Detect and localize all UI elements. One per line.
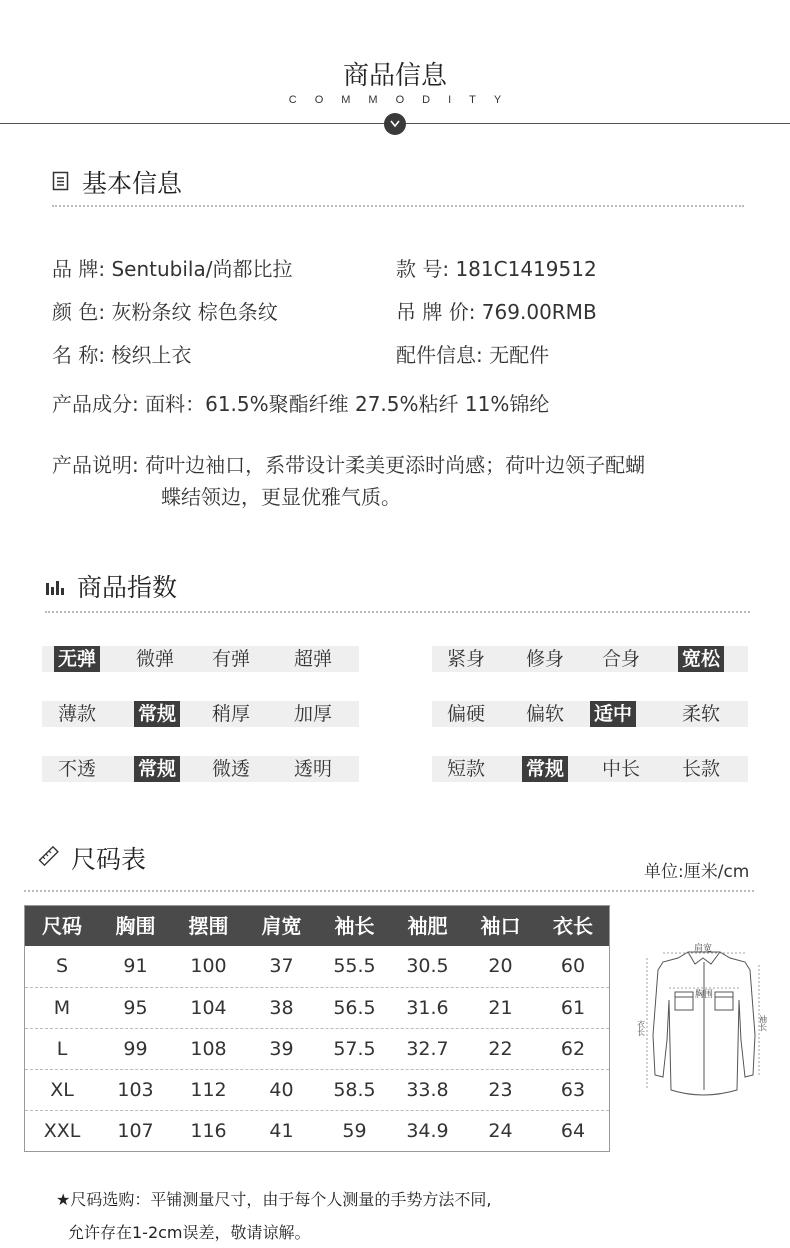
header-cell: 衣长 bbox=[553, 914, 593, 938]
table-cell: 107 bbox=[117, 1120, 154, 1142]
scale-option: 偏软 bbox=[525, 703, 564, 725]
table-cell: 62 bbox=[560, 1038, 586, 1060]
scale-option-selected: 适中 bbox=[590, 701, 636, 727]
table-cell: 40 bbox=[269, 1079, 294, 1101]
scale-option: 柔软 bbox=[681, 703, 720, 725]
table-cell: 20 bbox=[488, 955, 513, 977]
table-cell: 116 bbox=[190, 1120, 227, 1142]
scale-option-selected: 常规 bbox=[522, 756, 568, 782]
dotted-divider bbox=[24, 890, 754, 892]
diagram-label-chest: 胸围 bbox=[694, 990, 714, 1000]
table-row bbox=[25, 987, 609, 1028]
table-cell: 104 bbox=[190, 997, 227, 1019]
table-row bbox=[25, 1028, 609, 1069]
table-cell: 64 bbox=[560, 1120, 586, 1142]
table-cell: M bbox=[53, 997, 71, 1019]
table-cell: 55.5 bbox=[333, 955, 376, 977]
shirt-measurement-diagram bbox=[633, 940, 773, 1100]
header-cell: 胸围 bbox=[115, 914, 156, 938]
document-icon bbox=[52, 168, 70, 197]
header-cell: 肩宽 bbox=[261, 914, 302, 938]
scale-option: 微透 bbox=[211, 758, 250, 780]
diagram-label-shoulder: 肩宽 bbox=[693, 944, 713, 954]
header-cell: 袖肥 bbox=[407, 914, 448, 938]
header-cell: 袖口 bbox=[480, 914, 521, 938]
unit-label: 单位:厘米/cm bbox=[644, 862, 750, 882]
brand-text: 品 牌: Sentubila/尚都比拉 bbox=[52, 257, 293, 281]
scale-option: 透明 bbox=[293, 758, 332, 780]
scale-option: 微弹 bbox=[135, 648, 174, 670]
scale-option: 短款 bbox=[446, 758, 485, 780]
scale-option: 紧身 bbox=[446, 648, 485, 670]
scale-option-selected: 常规 bbox=[134, 701, 180, 727]
thickness-scale bbox=[42, 701, 359, 727]
table-cell: S bbox=[55, 955, 69, 977]
table-header bbox=[25, 906, 609, 946]
scale-option: 不透 bbox=[57, 758, 96, 780]
table-cell: 22 bbox=[488, 1038, 513, 1060]
table-cell: 57.5 bbox=[333, 1038, 376, 1060]
table-cell: 60 bbox=[560, 955, 586, 977]
table-cell: 38 bbox=[269, 997, 294, 1019]
section-title-size: 尺码表 bbox=[71, 845, 147, 874]
size-table bbox=[24, 905, 610, 1152]
table-cell: 58.5 bbox=[333, 1079, 376, 1101]
table-cell: 33.8 bbox=[406, 1079, 449, 1101]
tag-price-text: 吊 牌 价: 769.00RMB bbox=[396, 300, 597, 324]
ruler-icon bbox=[37, 844, 59, 873]
table-cell: 63 bbox=[560, 1079, 586, 1101]
style-number-text: 款 号: 181C1419512 bbox=[396, 257, 597, 281]
table-row bbox=[25, 1110, 609, 1151]
scale-option: 偏硬 bbox=[446, 703, 485, 725]
scale-option: 超弹 bbox=[293, 648, 332, 670]
table-cell: 100 bbox=[190, 955, 227, 977]
scale-option: 中长 bbox=[601, 758, 640, 780]
header-cell: 尺码 bbox=[42, 914, 82, 938]
section-size-chart bbox=[37, 840, 146, 876]
table-cell: 95 bbox=[123, 997, 148, 1019]
table-cell: 56.5 bbox=[333, 997, 376, 1019]
chevron-down-icon bbox=[384, 113, 406, 135]
transparency-scale bbox=[42, 756, 359, 782]
scale-option-selected: 无弹 bbox=[54, 646, 100, 672]
accessory-text: 配件信息: 无配件 bbox=[396, 343, 550, 367]
section-title-basic: 基本信息 bbox=[82, 169, 183, 198]
length-scale bbox=[432, 756, 748, 782]
description-line2: 蝶结领边，更显优雅气质。 bbox=[161, 485, 401, 509]
elasticity-scale bbox=[42, 646, 359, 672]
table-cell: 21 bbox=[488, 997, 513, 1019]
dotted-divider bbox=[52, 205, 744, 207]
fit-scale bbox=[432, 646, 748, 672]
dotted-divider bbox=[45, 611, 750, 613]
scale-option-selected: 常规 bbox=[134, 756, 180, 782]
page-subtitle: COMMODITY bbox=[288, 94, 520, 106]
table-cell: 59 bbox=[342, 1120, 367, 1142]
page-title: 商品信息 bbox=[342, 61, 447, 91]
table-body bbox=[25, 946, 609, 1151]
table-cell: 108 bbox=[190, 1038, 227, 1060]
table-cell: 112 bbox=[190, 1079, 227, 1101]
table-cell: XXL bbox=[43, 1120, 81, 1142]
softness-scale bbox=[432, 701, 748, 727]
scale-option: 薄款 bbox=[57, 703, 96, 725]
table-cell: 103 bbox=[117, 1079, 154, 1101]
bar-chart-icon bbox=[45, 572, 65, 601]
scale-option: 有弹 bbox=[211, 648, 250, 670]
section-product-index bbox=[45, 568, 177, 604]
table-cell: 61 bbox=[560, 997, 586, 1019]
description-line1: 产品说明: 荷叶边袖口，系带设计柔美更添时尚感；荷叶边领子配蝴 bbox=[52, 453, 646, 477]
table-cell: 91 bbox=[123, 955, 148, 977]
size-note-line2: 允许存在1-2cm误差，敬请谅解。 bbox=[68, 1223, 311, 1242]
table-cell: L bbox=[56, 1038, 68, 1060]
table-cell: 34.9 bbox=[406, 1120, 449, 1142]
table-cell: 39 bbox=[269, 1038, 294, 1060]
table-cell: XL bbox=[50, 1079, 74, 1101]
header-cell: 摆围 bbox=[188, 914, 229, 938]
table-cell: 24 bbox=[488, 1120, 513, 1142]
diagram-label-sleeve: 袖长 bbox=[758, 1015, 768, 1031]
scale-option: 加厚 bbox=[293, 703, 332, 725]
scale-option: 修身 bbox=[525, 648, 564, 670]
table-cell: 99 bbox=[123, 1038, 148, 1060]
section-title-index: 商品指数 bbox=[77, 573, 178, 602]
size-note-line1: ★尺码选购：平铺测量尺寸，由于每个人测量的手势方法不同, bbox=[56, 1190, 492, 1209]
section-basic-info bbox=[52, 164, 182, 200]
table-row bbox=[25, 946, 609, 987]
product-name-text: 名 称: 梭织上衣 bbox=[52, 343, 192, 367]
table-cell: 37 bbox=[269, 955, 294, 977]
scale-option: 稍厚 bbox=[211, 703, 250, 725]
header-cell: 袖长 bbox=[334, 914, 375, 938]
table-cell: 23 bbox=[488, 1079, 513, 1101]
table-cell: 30.5 bbox=[406, 955, 449, 977]
table-cell: 41 bbox=[269, 1120, 294, 1142]
color-text: 颜 色: 灰粉条纹 棕色条纹 bbox=[52, 300, 278, 324]
diagram-label-length: 衣长 bbox=[636, 1020, 646, 1036]
scale-option: 长款 bbox=[681, 758, 720, 780]
table-cell: 31.6 bbox=[406, 997, 449, 1019]
scale-option-selected: 宽松 bbox=[678, 646, 724, 672]
scale-option: 合身 bbox=[601, 648, 640, 670]
table-cell: 32.7 bbox=[406, 1038, 449, 1060]
composition-text: 产品成分: 面料：61.5%聚酯纤维 27.5%粘纤 11%锦纶 bbox=[52, 392, 550, 416]
table-row bbox=[25, 1069, 609, 1110]
